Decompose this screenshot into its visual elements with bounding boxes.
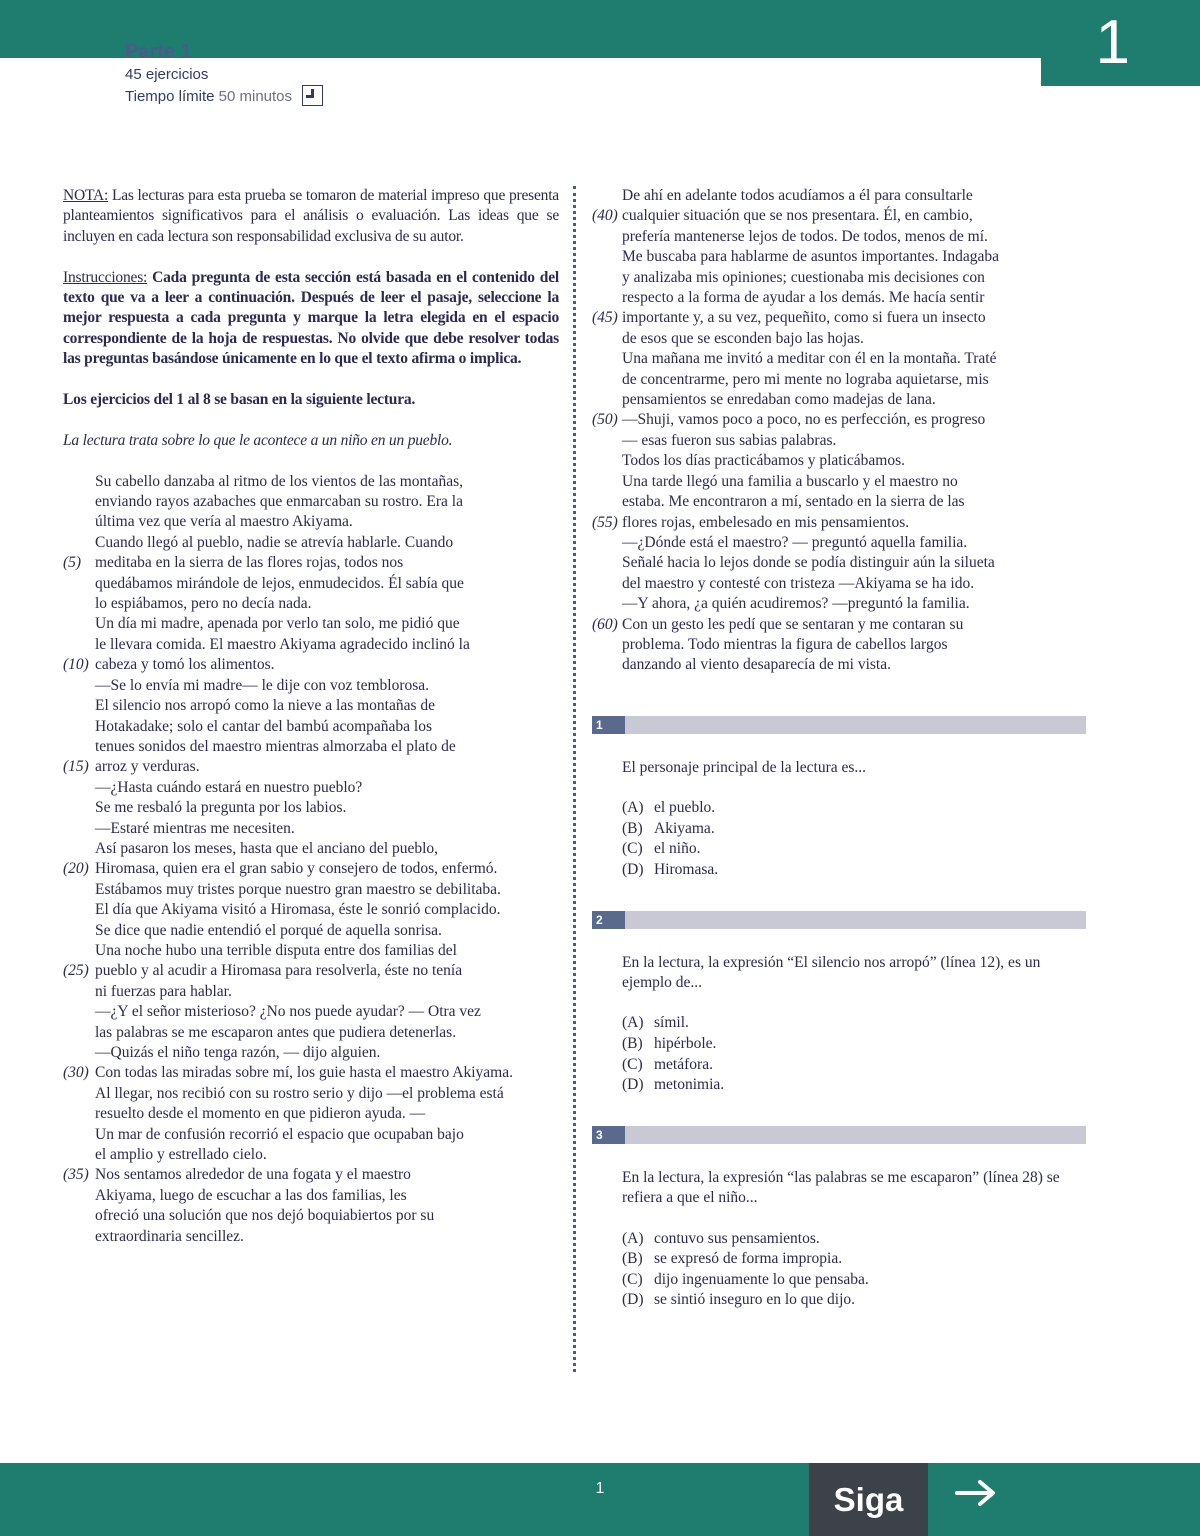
option-letter: (D)	[622, 1076, 644, 1094]
line-text: estaba. Me encontraron a mí, sentado en la sierra de las	[622, 493, 965, 511]
answer-option[interactable]	[592, 1013, 1088, 1034]
line-text: Señalé hacia lo lejos donde se podía distinguir aún la silueta	[622, 554, 995, 572]
time-limit-label: Tiempo límite	[125, 88, 215, 105]
answer-option[interactable]	[592, 1075, 1088, 1096]
left-column	[63, 186, 559, 1247]
line-text: —Estaré mientras me necesiten.	[95, 819, 295, 837]
line-text: Se me resbaló la pregunta por los labios.	[95, 799, 347, 817]
bottom-banner	[0, 1463, 1200, 1536]
option-text: metáfora.	[654, 1055, 713, 1073]
passage-line	[63, 757, 559, 777]
line-number: (35)	[63, 1166, 89, 1184]
line-text: extraordinaria sencillez.	[95, 1227, 244, 1245]
line-text: arroz y verduras.	[95, 758, 200, 776]
line-text: importante y, a su vez, pequeñito, como si fuera un insecto	[622, 309, 986, 327]
passage-line	[63, 1104, 559, 1124]
exercises-note: Los ejercicios del 1 al 8 se basan en la siguiente lectura.	[63, 391, 416, 409]
line-number: (25)	[63, 962, 89, 980]
question-block	[592, 716, 1088, 881]
question-stem: El personaje principal de la lectura es...	[622, 758, 867, 776]
answer-option[interactable]	[592, 798, 1088, 819]
line-text: El día que Akiyama visitó a Hiromasa, éste le sonrió complacido.	[95, 901, 501, 919]
option-letter: (D)	[622, 1291, 644, 1309]
line-text: —Quizás el niño tenga razón, — dijo alguien.	[95, 1044, 381, 1061]
page-number: 1	[595, 1480, 605, 1497]
line-text: lo espiábamos, pero no decía nada.	[95, 595, 312, 613]
line-text: del maestro y contesté con tristeza —Akiyama se ha ido.	[622, 574, 975, 592]
option-text: metonimia.	[654, 1076, 725, 1094]
option-text: el niño.	[654, 840, 701, 858]
passage-line	[592, 533, 1088, 553]
line-text: Una tarde llegó una familia a buscarlo y el maestro no	[622, 472, 958, 490]
answer-option[interactable]	[592, 1270, 1088, 1291]
passage-line	[63, 696, 559, 716]
line-text: las palabras se me escaparon antes que pudiera detenerlas.	[95, 1023, 457, 1041]
next-button[interactable]: Siga	[809, 1463, 928, 1536]
passage-line	[63, 1206, 559, 1226]
note-text: Las lecturas para esta prueba se tomaron de material impreso que presenta planteamientos significativos para el análisis o evaluación. Las ideas que se incluyen en cada lectura son responsabilidad exclusiva de su autor.	[63, 187, 559, 245]
part-header	[125, 40, 323, 107]
line-text: ni fuerzas para hablar.	[95, 982, 232, 1000]
passage-line	[592, 186, 1088, 206]
line-number: (40)	[592, 207, 618, 225]
line-text: Estábamos muy tristes porque nuestro gran maestro se debilitaba.	[95, 880, 501, 898]
question-header-bar	[592, 716, 1086, 734]
passage-line	[63, 512, 559, 532]
question-stem: En la lectura, la expresión “las palabras se me escaparon” (línea 28) se refiera a que el niño...	[622, 1168, 1060, 1207]
passage-line	[63, 1165, 559, 1185]
line-text: el amplio y estrellado cielo.	[95, 1146, 267, 1164]
passage-line	[63, 900, 559, 920]
answer-option[interactable]	[592, 1055, 1088, 1076]
arrow-right-icon[interactable]	[953, 1475, 999, 1511]
line-text: —Shuji, vamos poco a poco, no es perfección, es progreso	[622, 411, 986, 429]
passage-line	[592, 288, 1088, 308]
line-text: Una noche hubo una terrible disputa entre dos familias del	[95, 941, 457, 959]
option-text: dijo ingenuamente lo que pensaba.	[654, 1270, 869, 1288]
option-text: se sintió inseguro en lo que dijo.	[654, 1291, 856, 1309]
instructions-label: Instrucciones:	[63, 268, 148, 286]
passage-line	[63, 574, 559, 594]
line-number: (30)	[63, 1064, 89, 1082]
time-limit	[125, 85, 323, 107]
line-text: Hotakadake; solo el cantar del bambú acompañaba los	[95, 717, 432, 735]
line-text: Con todas las miradas sobre mí, los guie hasta el maestro Akiyama.	[95, 1064, 513, 1082]
passage-line	[63, 1227, 559, 1247]
line-text: Hiromasa, quien era el gran sabio y consejero de todos, enfermó.	[95, 860, 498, 878]
passage-line	[63, 1023, 559, 1043]
line-text: Akiyama, luego de escuchar a las dos familias, les	[95, 1186, 407, 1204]
question-header-bar	[592, 1126, 1086, 1144]
question-number: 1	[592, 716, 625, 734]
passage-line	[63, 839, 559, 859]
option-text: hipérbole.	[654, 1034, 717, 1052]
line-text: resuelto desde el momento en que pidieron ayuda. —	[95, 1105, 426, 1123]
line-number: (5)	[63, 554, 82, 572]
line-text: El silencio nos arropó como la nieve a las montañas de	[95, 697, 436, 715]
option-letter: (B)	[622, 1250, 643, 1268]
line-number: (45)	[592, 309, 618, 327]
answer-option[interactable]	[592, 860, 1088, 881]
answer-option[interactable]	[592, 839, 1088, 860]
passage-line	[63, 1043, 559, 1063]
passage-line	[63, 798, 559, 818]
passage-line	[592, 655, 1088, 675]
line-text: cabeza y tomó los alimentos.	[95, 656, 275, 674]
line-text: meditaba en la sierra de las flores rojas, todos nos	[95, 554, 404, 572]
reading-passage-part-2	[592, 186, 1088, 676]
passage-line	[592, 390, 1088, 410]
line-text: Cuando llegó al pueblo, nadie se atrevía hablarle. Cuando	[95, 533, 454, 551]
line-text: de concentrarme, pero mi mente no lograba aquietarse, mis	[622, 370, 989, 388]
passage-line	[63, 1186, 559, 1206]
line-text: quedábamos mirándole de lejos, enmudecidos. Él sabía que	[95, 574, 464, 592]
passage-line	[592, 247, 1088, 267]
passage-line	[592, 370, 1088, 390]
passage-line	[63, 778, 559, 798]
question-number: 3	[592, 1126, 625, 1144]
passage-line	[592, 329, 1088, 349]
passage-line	[63, 880, 559, 900]
passage-line	[592, 472, 1088, 492]
answer-option[interactable]	[592, 1229, 1088, 1250]
passage-line	[592, 431, 1088, 451]
line-number: (60)	[592, 615, 618, 633]
option-letter: (C)	[622, 1055, 643, 1073]
time-limit-value: 50 minutos	[218, 88, 293, 105]
option-text: el pueblo.	[654, 799, 716, 817]
option-text: Hiromasa.	[654, 860, 719, 878]
line-number: (10)	[63, 656, 89, 674]
question-stem: En la lectura, la expresión “El silencio nos arropó” (línea 12), es un ejemplo de...	[622, 953, 1041, 991]
answer-option[interactable]	[592, 1034, 1088, 1055]
option-text: contuvo sus pensamientos.	[654, 1229, 820, 1247]
line-text: ofreció una solución que nos dejó boquiabiertos por su	[95, 1207, 435, 1225]
line-text: Nos sentamos alrededor de una fogata y el maestro	[95, 1166, 411, 1184]
passage-line	[63, 737, 559, 757]
line-text: Con un gesto les pedí que se sentaran y me contaran su	[622, 615, 964, 633]
line-number: (20)	[63, 860, 89, 878]
line-text: Al llegar, nos recibió con su rostro serio y dijo —el problema está	[95, 1084, 504, 1102]
passage-line	[592, 206, 1088, 226]
passage-line	[592, 410, 1088, 430]
passage-line	[63, 492, 559, 512]
line-text: — esas fueron sus sabias palabras.	[622, 431, 837, 449]
reading-intro: La lectura trata sobre lo que le acontece a un niño en un pueblo.	[63, 431, 453, 449]
column-divider	[573, 186, 576, 1372]
passage-line	[63, 1084, 559, 1104]
passage-line	[592, 492, 1088, 512]
passage-line	[592, 615, 1088, 635]
line-text: Se dice que nadie entendió el porqué de aquella sonrisa.	[95, 921, 442, 939]
option-letter: (A)	[622, 799, 644, 817]
passage-line	[592, 308, 1088, 328]
line-text: pensamientos se enredaban como madejas de lana.	[622, 391, 936, 409]
line-text: y analizaba mis opiniones; cuestionaba mis decisiones con	[622, 268, 985, 286]
option-letter: (D)	[622, 860, 644, 878]
line-text: última vez que vería al maestro Akiyama.	[95, 513, 353, 531]
passage-line	[592, 635, 1088, 655]
passage-line	[63, 1063, 559, 1083]
clock-icon	[302, 85, 323, 106]
passage-line	[63, 961, 559, 981]
question-header-bar	[592, 911, 1086, 929]
line-text: tenues sonidos del maestro mientras almorzaba el plato de	[95, 737, 456, 755]
option-letter: (B)	[622, 819, 643, 837]
passage-line	[63, 941, 559, 961]
passage-line	[63, 614, 559, 634]
line-number: (15)	[63, 758, 89, 776]
passage-line	[592, 349, 1088, 369]
option-letter: (C)	[622, 1270, 643, 1288]
passage-line	[63, 553, 559, 573]
passage-line	[592, 574, 1088, 594]
line-text: Un día mi madre, apenada por verlo tan solo, me pidió que	[95, 615, 460, 633]
line-text: Una mañana me invitó a meditar con él en la montaña. Traté	[622, 350, 997, 368]
passage-line	[592, 594, 1088, 614]
line-text: —Se lo envía mi madre— le dije con voz temblorosa.	[95, 676, 430, 694]
question-number: 2	[592, 911, 625, 929]
passage-line	[63, 655, 559, 675]
line-text: flores rojas, embelesado en mis pensamientos.	[622, 513, 910, 531]
passage-line	[63, 676, 559, 696]
line-text: Me buscaba para hablarme de asuntos importantes. Indagaba	[622, 248, 1000, 266]
part-title: Parte 1	[125, 41, 192, 63]
passage-line	[63, 921, 559, 941]
line-text: —¿Dónde está el maestro? — preguntó aquella familia.	[622, 533, 968, 551]
passage-line	[592, 451, 1088, 471]
option-letter: (C)	[622, 840, 643, 858]
passage-line	[63, 819, 559, 839]
line-text: danzando al viento desaparecía de mi vista.	[622, 656, 891, 674]
option-text: Akiyama.	[654, 819, 715, 837]
part-number-tab: 1	[1041, 0, 1200, 86]
line-text: De ahí en adelante todos acudíamos a él para consultarle	[622, 187, 973, 204]
line-number: (55)	[592, 513, 618, 531]
question-block	[592, 911, 1088, 1096]
passage-line	[592, 553, 1088, 573]
instructions-paragraph	[63, 268, 559, 370]
passage-line	[63, 1145, 559, 1165]
option-letter: (B)	[622, 1034, 643, 1052]
questions	[592, 716, 1088, 1311]
answer-option[interactable]	[592, 1290, 1088, 1311]
passage-line	[63, 594, 559, 614]
passage-line	[63, 982, 559, 1002]
line-text: le llevara comida. El maestro Akiyama agradecido inclinó la	[95, 635, 470, 653]
right-column	[592, 186, 1088, 1311]
exercise-count: 45 ejercicios	[125, 66, 209, 83]
passage-line	[592, 227, 1088, 247]
note-paragraph	[63, 186, 559, 247]
line-text: Su cabello danzaba al ritmo de los vientos de las montañas,	[95, 472, 464, 490]
passage-line	[592, 268, 1088, 288]
passage-line	[63, 859, 559, 879]
line-text: prefería mantenerse lejos de todos. De todos, menos de mí.	[622, 227, 988, 245]
line-text: de esos que se esconden bajo las hojas.	[622, 329, 864, 347]
passage-line	[63, 472, 559, 492]
passage-line	[63, 533, 559, 553]
line-text: —¿Hasta cuándo estará en nuestro pueblo?	[95, 778, 363, 796]
line-text: Todos los días practicábamos y platicábamos.	[622, 452, 906, 470]
answer-option[interactable]	[592, 819, 1088, 840]
line-number: (50)	[592, 411, 618, 429]
passage-line	[63, 1125, 559, 1145]
line-text: respecto a la forma de ayudar a los demás. Me hacía sentir	[622, 289, 985, 307]
question-block	[592, 1126, 1088, 1311]
instructions-text: Cada pregunta de esta sección está basada en el contenido del texto que va a leer a continuación. Después de leer el pasaje, seleccione la mejor respuesta a cada pregunta y marque la letra elegida en el espacio correspondiente de la hoja de respuestas. No olvide que debe resolver todas las preguntas basándose únicamente en lo que el texto afirma o implica.	[63, 268, 559, 368]
option-text: símil.	[654, 1014, 689, 1032]
line-text: cualquier situación que se nos presentara. Él, en cambio,	[622, 207, 973, 225]
answer-option[interactable]	[592, 1249, 1088, 1270]
line-text: problema. Todo mientras la figura de cabellos largos	[622, 635, 948, 653]
line-text: Así pasaron los meses, hasta que el anciano del pueblo,	[95, 839, 439, 857]
line-text: enviando rayos azabaches que enmarcaban su rostro. Era la	[95, 493, 463, 511]
line-text: —¿Y el señor misterioso? ¿No nos puede ayudar? — Otra vez	[95, 1003, 481, 1021]
reading-passage-part-1	[63, 472, 559, 1247]
passage-line	[63, 635, 559, 655]
option-letter: (A)	[622, 1014, 644, 1032]
line-text: Un mar de confusión recorrió el espacio que ocupaban bajo	[95, 1125, 464, 1143]
line-text: pueblo y al acudir a Hiromasa para resolverla, éste no tenía	[95, 962, 463, 980]
passage-line	[63, 717, 559, 737]
note-label: NOTA:	[63, 187, 109, 204]
passage-line	[592, 513, 1088, 533]
line-text: —Y ahora, ¿a quién acudiremos? —preguntó la familia.	[622, 595, 970, 613]
option-letter: (A)	[622, 1229, 644, 1247]
passage-line	[63, 1002, 559, 1022]
option-text: se expresó de forma impropia.	[654, 1250, 843, 1268]
